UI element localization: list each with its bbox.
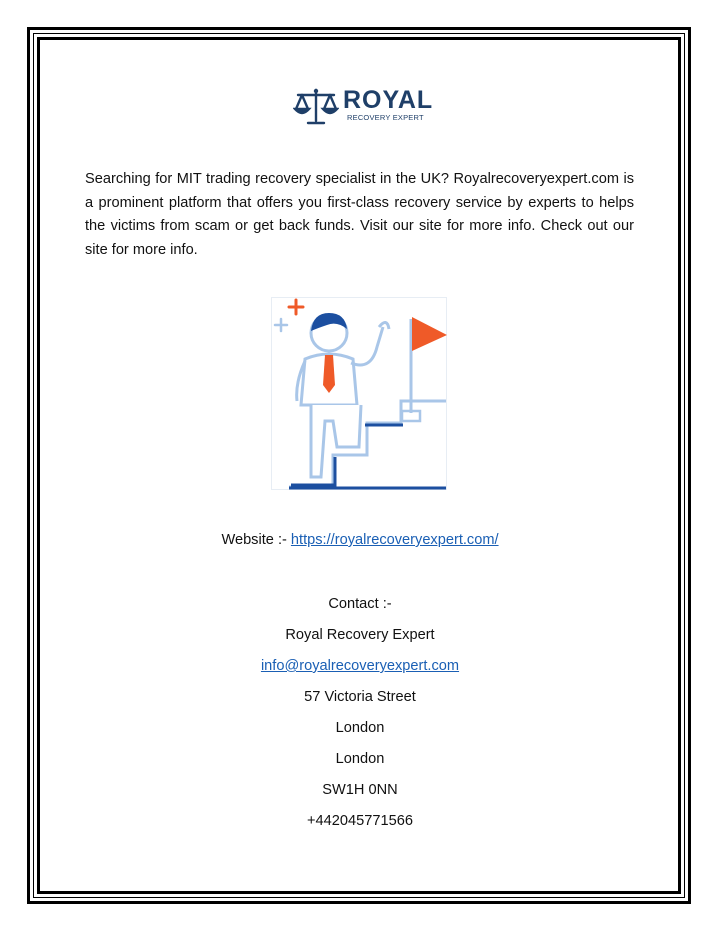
contact-street: 57 Victoria Street <box>304 689 416 705</box>
website-label: Website :- <box>221 532 291 548</box>
intro-paragraph: Searching for MIT trading recovery specialist in the UK? Royalrecoveryexpert.com is a prominent platform that offers you first-class recovery service by experts to helps the victims from scam or get back funds. Visit our site for more info. Check out our site for more info. <box>85 171 634 258</box>
website-line <box>60 532 660 548</box>
contact-email-link[interactable]: info@royalrecoveryexpert.com <box>260 658 460 674</box>
brand-logo <box>293 86 433 128</box>
logo-tagline: RECOVERY EXPERT <box>347 113 424 122</box>
contact-postcode: SW1H 0NN <box>322 782 398 798</box>
logo-wordmark: ROYAL <box>343 86 434 114</box>
contact-heading: Contact :- <box>328 596 392 612</box>
contact-region: London <box>335 751 385 767</box>
contact-email-line <box>60 658 660 674</box>
scales-of-justice-icon <box>293 88 339 126</box>
contact-company: Royal Recovery Expert <box>285 627 435 643</box>
website-link[interactable]: https://royalrecoveryexpert.com/ <box>290 532 499 548</box>
contact-city: London <box>335 720 385 736</box>
person-climbing-stairs-to-flag-illustration <box>271 297 447 490</box>
contact-phone: +442045771566 <box>307 813 413 829</box>
